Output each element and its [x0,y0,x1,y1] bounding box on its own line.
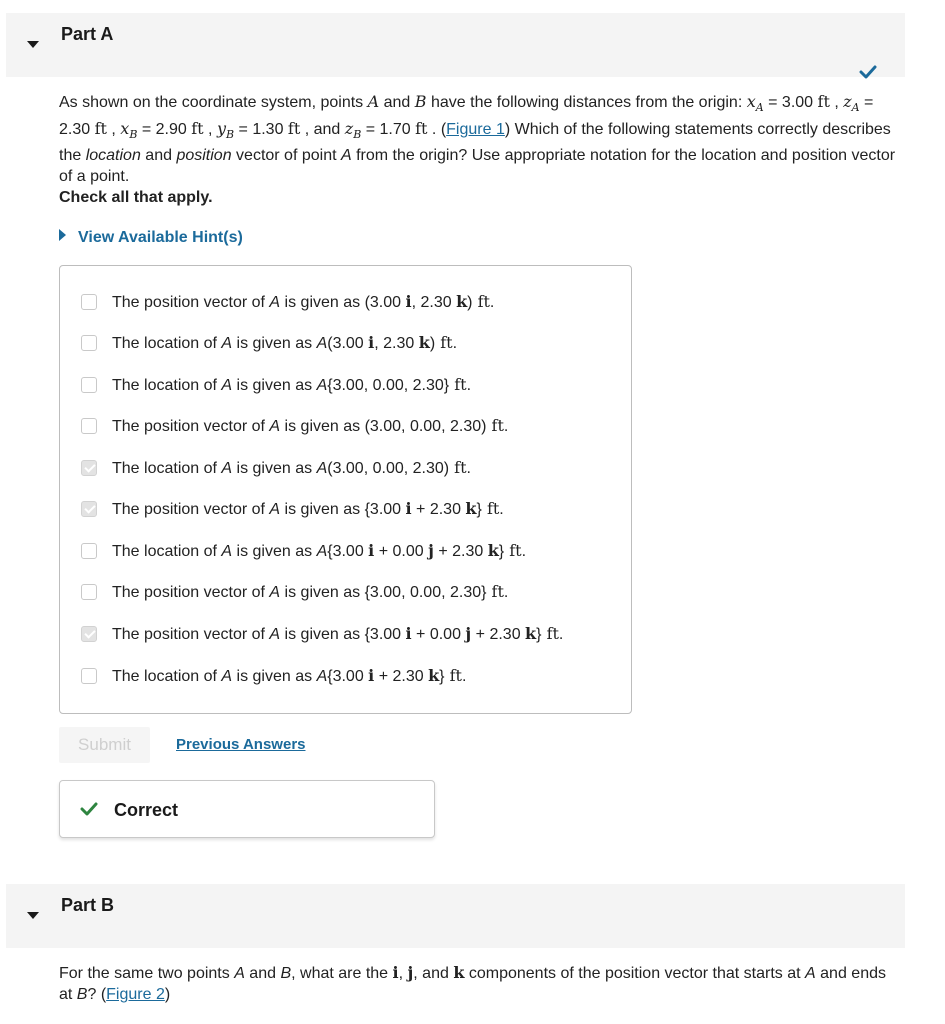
option-label: The position vector of A is given as {3.00 i + 2.30 k} ft. [112,499,504,518]
option-label: The position vector of A is given as (3.00 i, 2.30 k) ft. [112,292,495,311]
part-a-header[interactable] [6,13,905,77]
part-b-title: Part B [61,895,115,915]
option-label: The location of A is given as A(3.00 i, 2.30 k) ft. [112,333,458,352]
answered-check-icon [859,65,877,79]
option-checkbox-checked[interactable] [81,501,97,517]
hint-label: View Available Hint(s) [78,229,243,246]
part-a-question: As shown on the coordinate system, points A and B have the following distances from the origin: $x_A = 3.00$ ft , $z_A = 2.30$ ft , $x_B = 2.90$ ft , $y_B = 1.30$ ft , and $z_B = 1.70$ ft . (Figure 1) Which of the following statements correctly describes the location and position vector of point A from the origin? Use appropriate notation for the location and position vector of a point. [59,92,896,186]
figure-1-link[interactable]: Figure 1 [446,121,505,139]
option-label: The location of A is given as A{3.00 i + 0.00 j + 2.30 k} ft. [112,541,527,560]
submit-button[interactable]: Submit [59,727,150,763]
part-b-header[interactable] [6,884,905,948]
feedback-box [59,780,435,838]
option-label: The position vector of A is given as {3.00, 0.00, 2.30} ft. [112,582,509,601]
option-checkbox-checked[interactable] [81,460,97,476]
option-checkbox[interactable] [81,584,97,600]
option-label: The position vector of A is given as {3.00 i + 0.00 j + 2.30 k} ft. [112,624,564,643]
previous-answers-link[interactable]: Previous Answers [176,736,306,753]
option-checkbox[interactable] [81,543,97,559]
figure-2-link[interactable]: Figure 2 [106,986,165,1003]
option-checkbox[interactable] [81,668,97,684]
option-checkbox[interactable] [81,418,97,434]
triangle-right-icon [59,229,66,241]
option-label: The location of A is given as A(3.00, 0.00, 2.30) ft. [112,458,471,477]
option-checkbox[interactable] [81,335,97,351]
answer-options-box [59,265,632,714]
collapse-triangle-icon[interactable] [27,912,39,919]
option-checkbox[interactable] [81,377,97,393]
option-checkbox[interactable] [81,294,97,310]
part-a-title: Part A [61,24,114,44]
view-hints-toggle[interactable] [59,229,243,247]
option-label: The position vector of A is given as (3.00, 0.00, 2.30) ft. [112,416,509,435]
option-label: The location of A is given as A{3.00 i + 2.30 k} ft. [112,666,467,685]
feedback-text: Correct [114,800,179,820]
collapse-triangle-icon[interactable] [27,41,39,48]
option-label: The location of A is given as A{3.00, 0.00, 2.30} ft. [112,375,472,394]
option-checkbox-checked[interactable] [81,626,97,642]
check-all-instruction: Check all that apply. [59,189,213,206]
correct-check-icon [80,802,98,816]
part-b-question: For the same two points A and B, what are the i, j, and k components of the position vector that starts at A and ends at B? (Figure 2) [59,963,886,1003]
